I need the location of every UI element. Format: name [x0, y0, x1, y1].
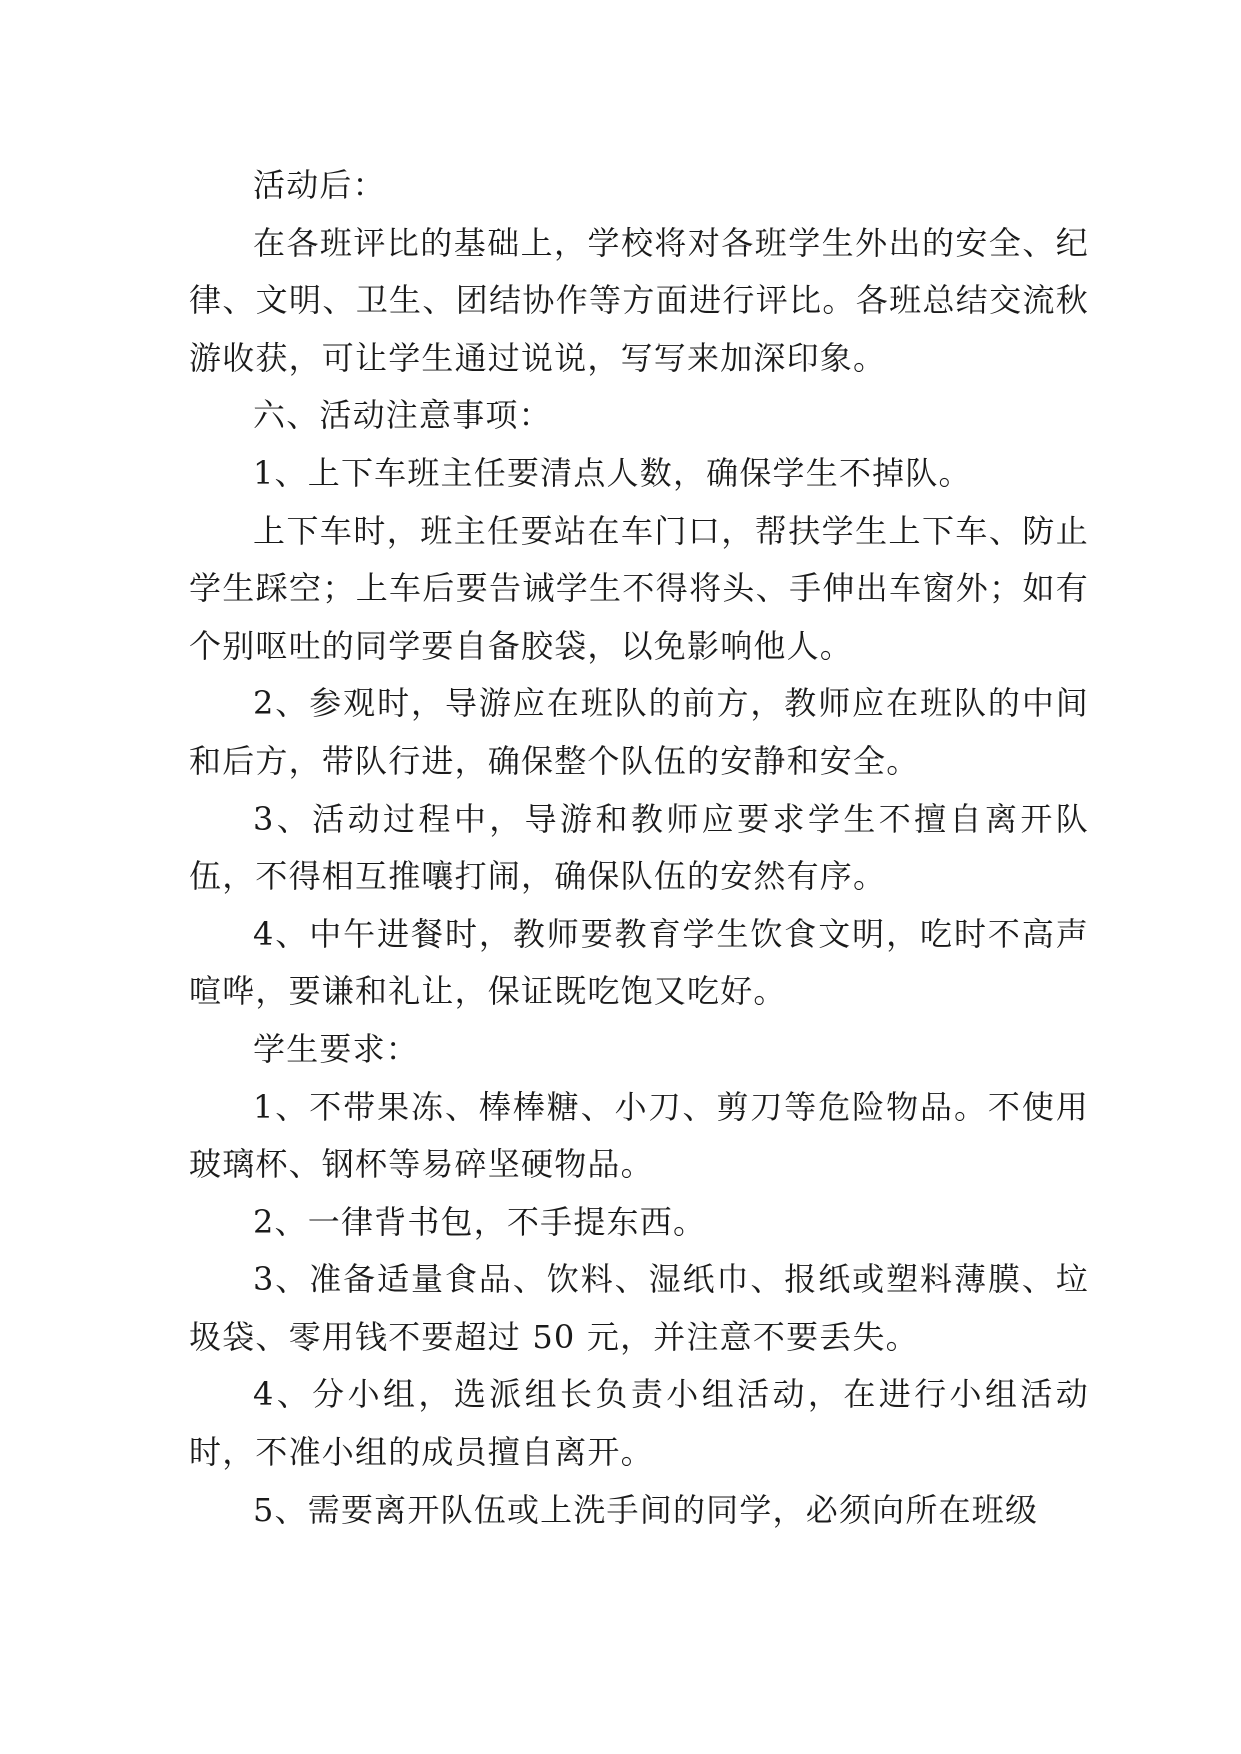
paragraph-after-activity-heading: 活动后：	[253, 166, 386, 204]
paragraph-requirement-4: 4、分小组，选派组长负责小组活动，在进行小组活动时，不准小组的成员擅自离开。	[189, 1375, 1089, 1472]
paragraph-evaluation: 在各班评比的基础上，学校将对各班学生外出的安全、纪律、文明、卫生、团结协作等方面进行评比。各班总结交流秋游收获，可让学生通过说说，写写来加深印象。	[189, 223, 1089, 377]
paragraph-note-1: 1、上下车班主任要清点人数，确保学生不掉队。	[253, 453, 972, 492]
paragraph-bus-boarding: 上下车时，班主任要站在车门口，帮扶学生上下车、防止学生踩空；上车后要告诫学生不得将头、手伸出车窗外；如有个别呕吐的同学要自备胶袋，以免影响他人。	[189, 511, 1089, 665]
document-body	[189, 157, 1089, 1539]
paragraph-requirement-2: 2、一律背书包，不手提东西。	[253, 1202, 707, 1241]
paragraph-note-4: 4、中午进餐时，教师要教育学生饮食文明，吃时不高声喧哗，要谦和礼让，保证既吃饱又吃好。	[189, 914, 1089, 1011]
paragraph-note-3: 3、活动过程中，导游和教师应要求学生不擅自离开队伍，不得相互推嚷打闹，确保队伍的安然有序。	[189, 799, 1089, 896]
paragraph-note-2: 2、参观时，导游应在班队的前方，教师应在班队的中间和后方，带队行进，确保整个队伍的安静和安全。	[189, 684, 1089, 780]
paragraph-requirement-3: 3、准备适量食品、饮料、湿纸巾、报纸或塑料薄膜、垃圾袋、零用钱不要超过 50 元，并注意不要丢失。	[189, 1260, 1089, 1356]
paragraph-student-requirements-heading: 学生要求：	[253, 1029, 420, 1068]
paragraph-requirement-5: 5、需要离开队伍或上洗手间的同学，必须向所在班级	[253, 1490, 1039, 1529]
paragraph-notes-heading: 六、活动注意事项：	[253, 396, 552, 435]
paragraph-requirement-1: 1、不带果冻、棒棒糖、小刀、剪刀等危险物品。不使用玻璃杯、钢杯等易碎坚硬物品。	[189, 1087, 1089, 1184]
